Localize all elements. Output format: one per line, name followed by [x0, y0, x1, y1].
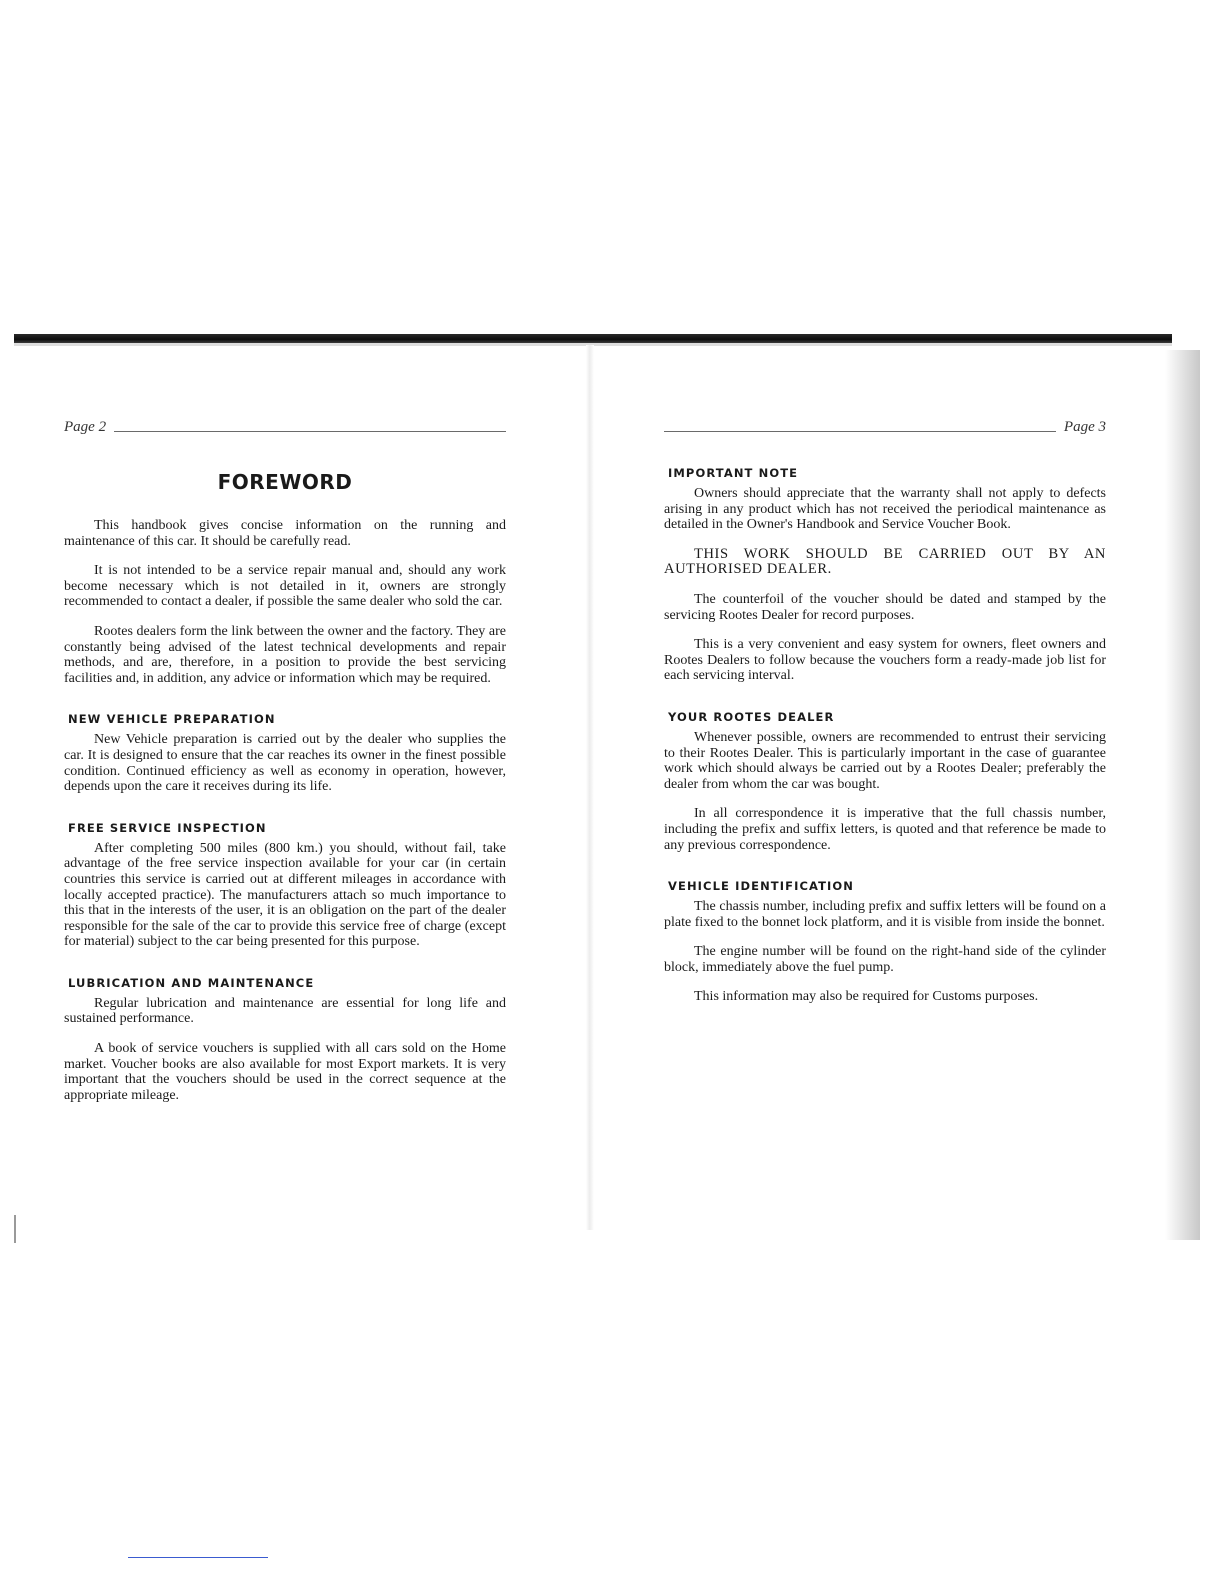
running-head-left	[64, 410, 506, 436]
section-heading-new-vehicle-preparation: NEW VEHICLE PREPARATION	[68, 712, 276, 727]
section-heading-vehicle-identification: VEHICLE IDENTIFICATION	[668, 879, 855, 894]
section-paragraph: The chassis number, including prefix and suffix letters will be found on a plate fixed to the bonnet lock platform, and it is visible from inside the bonnet.	[664, 899, 1106, 930]
section-paragraph: Whenever possible, owners are recommended to entrust their servicing to their Rootes Dealer. This is particularly important in the case of guarantee work which should always be carried out by a Rootes Dealer; preferably the dealer from whom the car was bought.	[664, 729, 1106, 792]
section-paragraph: This is a very convenient and easy system for owners, fleet owners and Rootes Dealers to follow because the vouchers form a ready-made job list for each servicing interval.	[664, 637, 1106, 684]
page-number-label: Page 2	[64, 419, 107, 435]
section-paragraph: The engine number will be found on the right-hand side of the cylinder block, immediately above the fuel pump.	[664, 944, 1106, 975]
section-heading-your-rootes-dealer: YOUR ROOTES DEALER	[668, 709, 835, 724]
right-page	[664, 410, 1106, 1019]
scan-margin-mark	[14, 1215, 16, 1243]
section-paragraph: After completing 500 miles (800 km.) you should, without fail, take advantage of the free service inspection available for your car (in certain countries this service is carried out at different mileages in accordance with locally accepted practice). The manufacturers attach so much importance to this that in the interests of the user, it is an obligation on the part of the dealer responsible for the sale of the car to provide this service free of charge (except for material) subject to the car being presented for this purpose.	[64, 840, 506, 950]
intro-paragraph: Rootes dealers form the link between the owner and the factory. They are constantly being advised of the latest technical developments and repair methods, and are, therefore, in a position to provide the best servicing facilities and, in addition, any advice or information which may be required.	[64, 623, 506, 686]
intro-paragraph: This handbook gives concise information on the running and maintenance of this car. It should be carefully read.	[64, 518, 506, 549]
section-heading-important-note: IMPORTANT NOTE	[668, 466, 799, 480]
page-title: FOREWORD	[217, 470, 353, 494]
scan-underline-mark	[128, 1557, 268, 1558]
section-heading-free-service-inspection: FREE SERVICE INSPECTION	[68, 820, 267, 835]
section-paragraph: Owners should appreciate that the warranty shall not apply to defects arising in any product which has not received the periodical maintenance as detailed in the Owner's Handbook and Service Voucher Book.	[664, 486, 1106, 533]
left-page	[64, 410, 506, 1117]
page-number-label: Page 3	[1063, 419, 1106, 435]
running-head-right	[664, 410, 1106, 436]
scan-top-black-band	[14, 334, 1172, 343]
header-rule	[114, 431, 506, 432]
section-paragraph: The counterfoil of the voucher should be dated and stamped by the servicing Rootes Dealer for record purposes.	[664, 591, 1106, 623]
section-paragraph: In all correspondence it is imperative that the full chassis number, including the prefix and suffix letters, is quoted and that reference be made to any previous correspondence.	[664, 806, 1106, 853]
section-paragraph: A book of service vouchers is supplied with all cars sold on the Home market. Voucher books are also available for most Export markets. It is very important that the vouchers should be used in the correct sequence at the appropriate mileage.	[64, 1041, 506, 1103]
section-paragraph: New Vehicle preparation is carried out by the dealer who supplies the car. It is designed to ensure that the car reaches its owner in the finest possible condition. Continued efficiency as well as economy in operation, however, depends upon the care it receives during its life.	[64, 732, 506, 795]
section-paragraph: Regular lubrication and maintenance are essential for long life and sustained performance.	[64, 995, 506, 1027]
intro-paragraph: It is not intended to be a service repair manual and, should any work become necessary which is not detailed in it, owners are strongly recommended to contact a dealer, if possible the same dealer who sold the car.	[64, 563, 506, 610]
section-paragraph: This information may also be required for Customs purposes.	[694, 989, 1039, 1005]
emphasis-paragraph: THIS WORK SHOULD BE CARRIED OUT BY AN AUTHORISED DEALER.	[664, 545, 1106, 578]
page-edge-shadow	[1165, 350, 1200, 1240]
book-gutter	[586, 345, 594, 1230]
header-rule	[664, 431, 1056, 432]
section-heading-lubrication-and-maintenance: LUBRICATION AND MAINTENANCE	[68, 975, 315, 990]
